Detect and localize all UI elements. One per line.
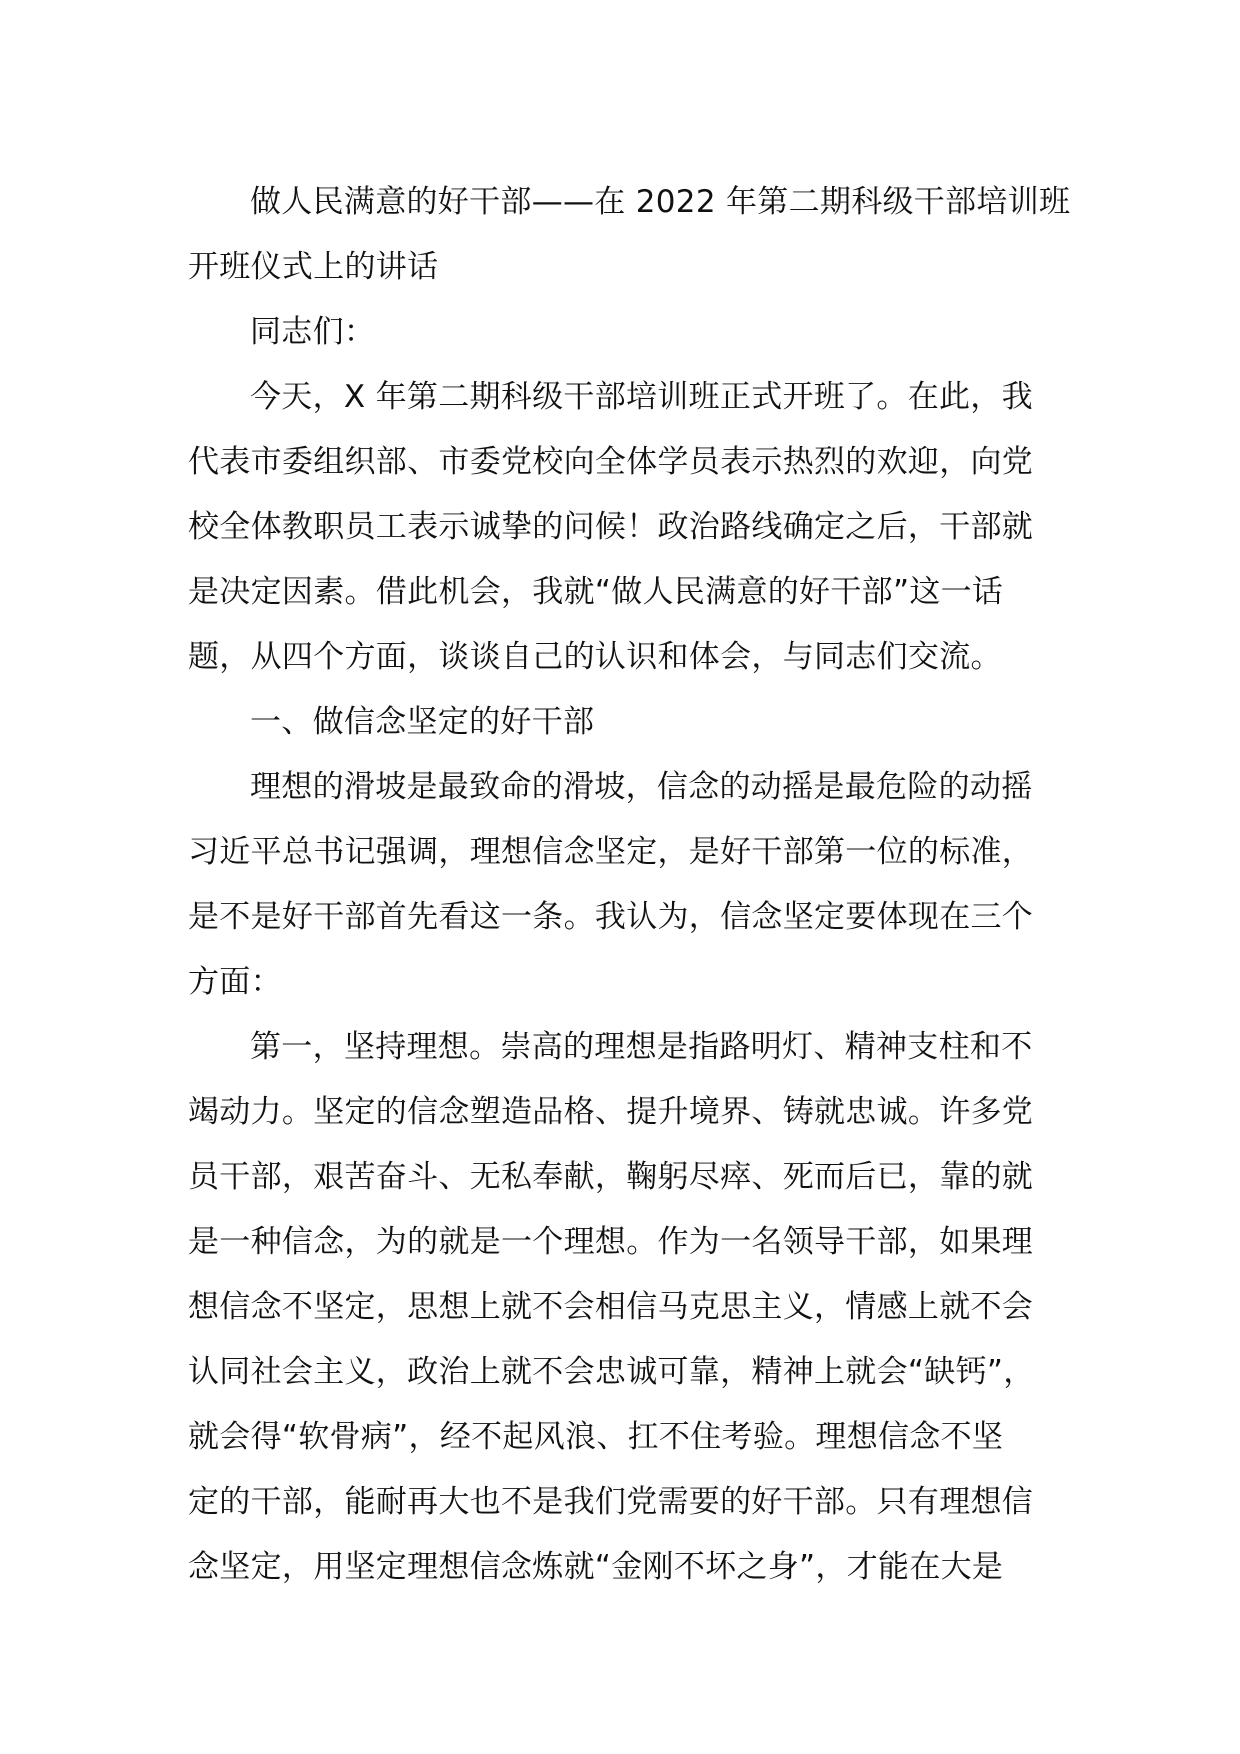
paragraph-line: 是决定因素。借此机会，我就“做人民满意的好干部”这一话 xyxy=(188,574,1004,610)
paragraph-line: 就会得“软骨病”，经不起风浪、扛不住考验。理想信念不坚 xyxy=(188,1419,1004,1455)
paragraph-line: 想信念不坚定，思想上就不会相信马克思主义，情感上就不会 xyxy=(188,1289,1034,1325)
paragraph-line: 题，从四个方面，谈谈自己的认识和体会，与同志们交流。 xyxy=(188,639,1002,675)
paragraph-line: 第一，坚持理想。崇高的理想是指路明灯、精神支柱和不 xyxy=(250,1029,1033,1065)
salutation: 同志们： xyxy=(250,314,376,350)
title-line-2: 开班仪式上的讲话 xyxy=(188,249,439,285)
paragraph-line: 习近平总书记强调，理想信念坚定，是好干部第一位的标准， xyxy=(188,834,1034,870)
paragraph-line: 方面： xyxy=(188,964,282,1000)
section-heading: 一、做信念坚定的好干部 xyxy=(250,704,595,740)
document-body xyxy=(188,170,1071,1600)
paragraph-line: 代表市委组织部、市委党校向全体学员表示热烈的欢迎，向党 xyxy=(188,444,1034,480)
paragraph-line: 定的干部，能耐再大也不是我们党需要的好干部。只有理想信 xyxy=(188,1484,1034,1520)
paragraph-line: 是不是好干部首先看这一条。我认为，信念坚定要体现在三个 xyxy=(188,899,1034,935)
title-line-1: 做人民满意的好干部——在 2022 年第二期科级干部培训班 xyxy=(250,184,1071,220)
paragraph-line: 今天，X 年第二期科级干部培训班正式开班了。在此，我 xyxy=(250,379,1033,415)
paragraph-line: 竭动力。坚定的信念塑造品格、提升境界、铸就忠诚。许多党 xyxy=(188,1094,1034,1130)
paragraph-line: 念坚定，用坚定理想信念炼就“金刚不坏之身”，才能在大是 xyxy=(188,1549,1004,1585)
paragraph-line: 校全体教职员工表示诚挚的问候！政治路线确定之后，干部就 xyxy=(188,509,1034,545)
paragraph-line: 员干部，艰苦奋斗、无私奉献，鞠躬尽瘁、死而后已，靠的就 xyxy=(188,1159,1034,1195)
paragraph-line: 认同社会主义，政治上就不会忠诚可靠，精神上就会“缺钙”， xyxy=(188,1354,1035,1390)
paragraph-line: 理想的滑坡是最致命的滑坡，信念的动摇是最危险的动摇 xyxy=(250,769,1033,805)
paragraph-line: 是一种信念，为的就是一个理想。作为一名领导干部，如果理 xyxy=(188,1224,1034,1260)
